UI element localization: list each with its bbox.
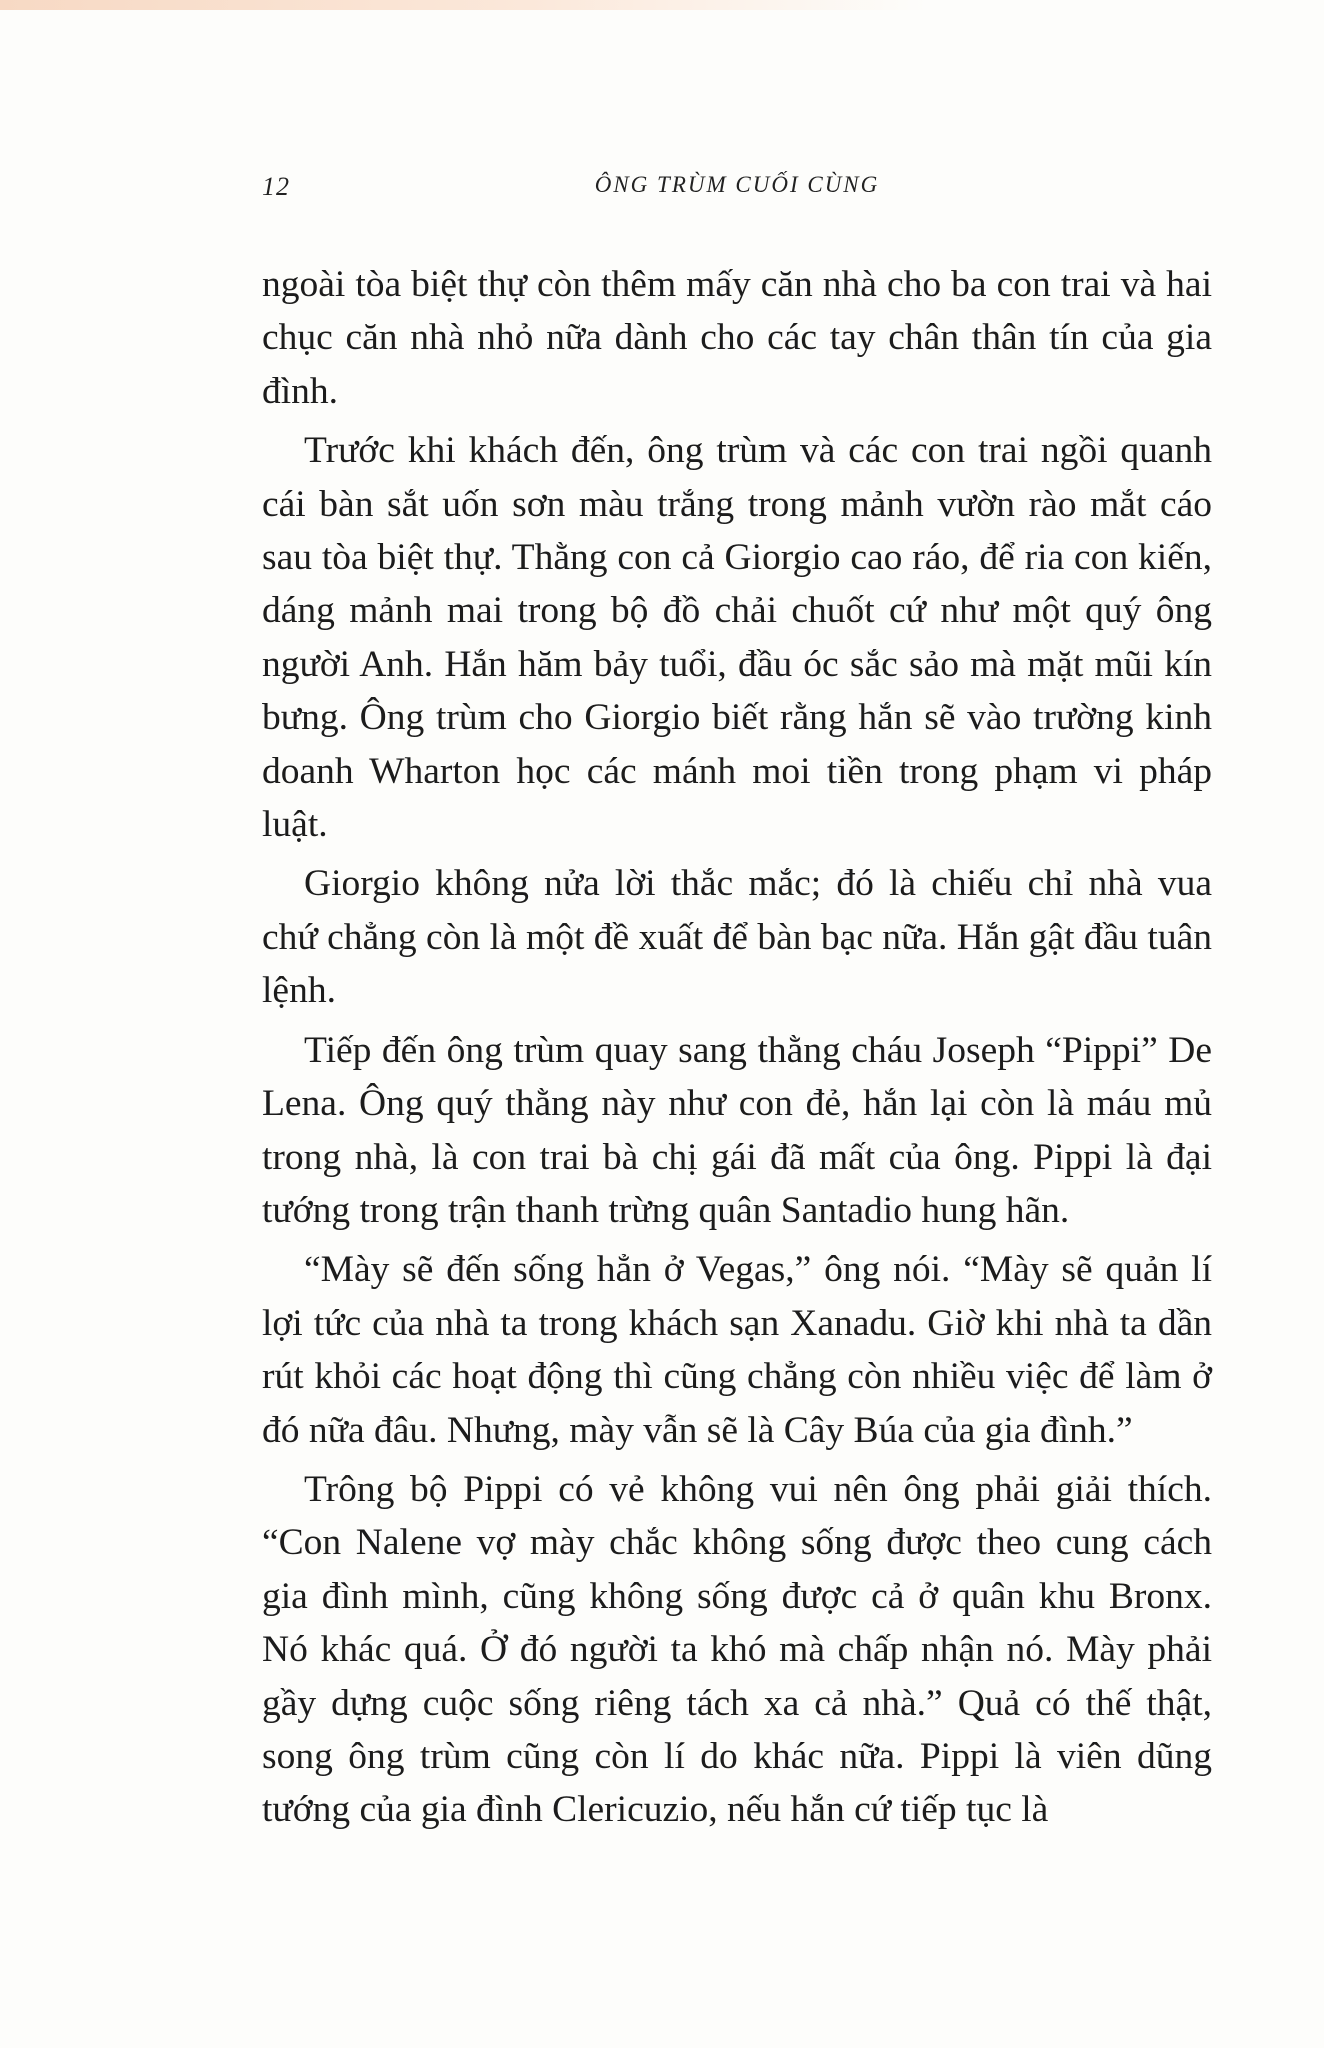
- paragraph-5: “Mày sẽ đến sống hẳn ở Vegas,” ông nói. “Mày sẽ quản lí lợi tức của nhà ta trong khách sạn Xanadu. Giờ khi nhà ta dần rút khỏi các hoạt động thì cũng chẳng còn nhiều việc để làm ở đó nữa đâu. Nhưng, mày vẫn sẽ là Cây Búa của gia đình.”: [262, 1249, 1212, 1451]
- paragraph-3: Giorgio không nửa lời thắc mắc; đó là chiếu chỉ nhà vua chứ chẳng còn là một đề xuất để bàn bạc nữa. Hắn gật đầu tuân lệnh.: [262, 863, 1212, 1012]
- running-header: [262, 172, 1212, 212]
- paragraph-6: Trông bộ Pippi có vẻ không vui nên ông phải giải thích. “Con Nalene vợ mày chắc không sống được theo cung cách gia đình mình, cũng không sống được cả ở quân khu Bronx. Nó khác quá. Ở đó người ta khó mà chấp nhận nó. Mày phải gầy dựng cuộc sống riêng tách xa cả nhà.” Quả có thế thật, song ông trùm cũng còn lí do khác nữa. Pippi là viên dũng tướng của gia đình Clericuzio, nếu hắn cứ tiếp tục là: [262, 1468, 1212, 1831]
- page-number: 12: [262, 172, 290, 201]
- paragraph-4: Tiếp đến ông trùm quay sang thằng cháu Joseph “Pippi” De Lena. Ông quý thằng này như con đẻ, hắn lại còn là máu mủ trong nhà, là con trai bà chị gái đã mất của ông. Pippi là đại tướng trong trận thanh trừng quân Santadio hung hãn.: [262, 1029, 1212, 1231]
- body-text: [262, 258, 1212, 1843]
- paragraph-1: ngoài tòa biệt thự còn thêm mấy căn nhà cho ba con trai và hai chục căn nhà nhỏ nữa dành cho các tay chân thân tín của gia đình.: [262, 264, 1212, 412]
- running-title: ÔNG TRÙM CUỐI CÙNG: [594, 172, 880, 197]
- page-edge-tint: [0, 0, 1324, 10]
- paragraph-2: Trước khi khách đến, ông trùm và các con trai ngồi quanh cái bàn sắt uốn sơn màu trắng trong mảnh vườn rào mắt cáo sau tòa biệt thự. Thằng con cả Giorgio cao ráo, để ria con kiến, dáng mảnh mai trong bộ đồ chải chuốt cứ như một quý ông người Anh. Hắn hăm bảy tuổi, đầu óc sắc sảo mà mặt mũi kín bưng. Ông trùm cho Giorgio biết rằng hắn sẽ vào trường kinh doanh Wharton học các mánh moi tiền trong phạm vi pháp luật.: [262, 430, 1212, 846]
